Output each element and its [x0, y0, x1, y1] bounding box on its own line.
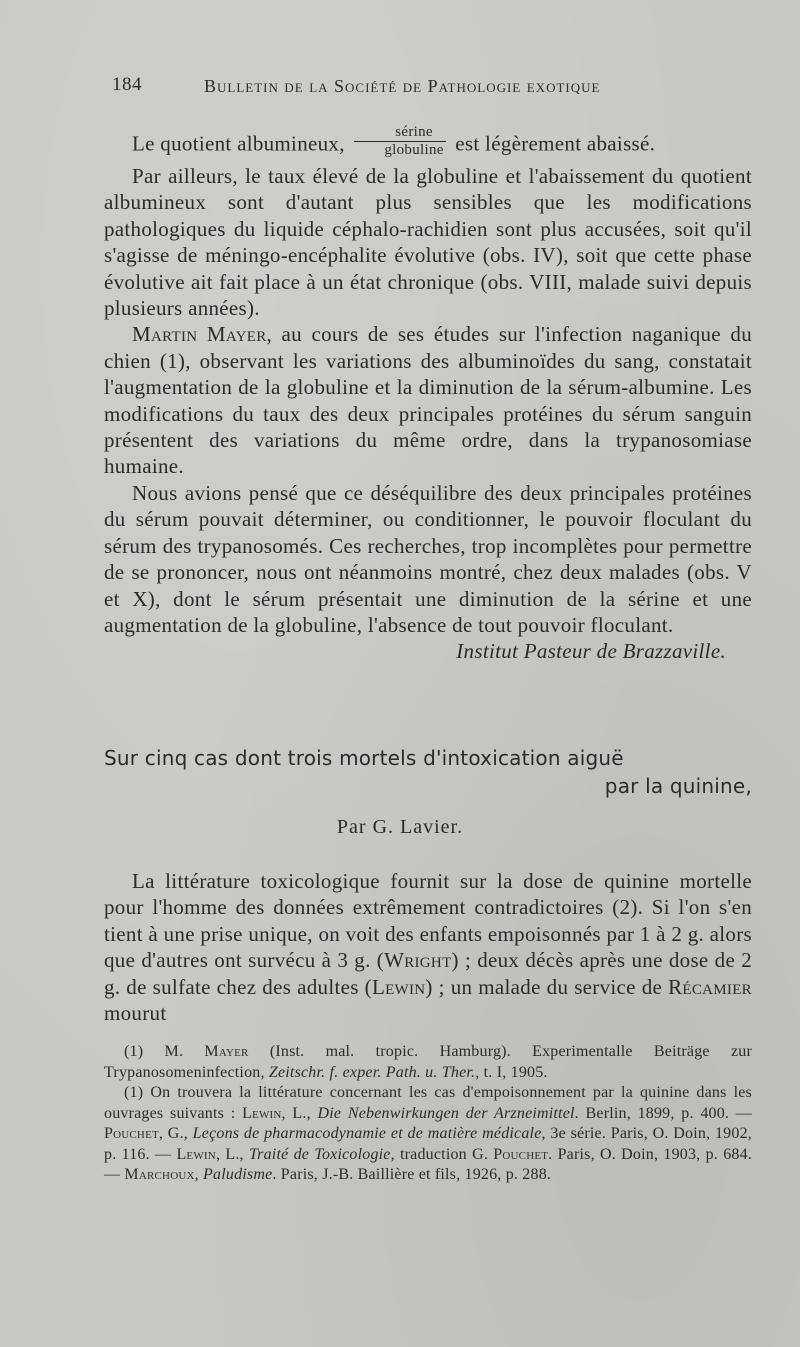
quotient-text-before: Le quotient albumineux,	[132, 131, 345, 156]
footnote-text: . Berlin, 1899, p. 400. —	[574, 1104, 752, 1122]
footnote-book: Leçons de pharmacodynamie et de matière médicale	[192, 1125, 542, 1142]
footnote-text: . Paris, O. Doin, 1903, p. 684. —	[104, 1145, 753, 1183]
footnote-text: , L.,	[215, 1145, 249, 1163]
footnote-author: Lewin	[176, 1145, 216, 1163]
footnote-marker: (1)	[124, 1043, 165, 1060]
footnotes	[104, 1042, 752, 1186]
footnote-book: Traité de Toxicologie	[248, 1145, 391, 1163]
paragraph-quotient	[104, 124, 752, 163]
footnote-text: , traduction G.	[390, 1145, 494, 1163]
paragraph-litterature	[104, 868, 752, 1026]
footnote-text: On trouvera la littérature concernant les cas d'empoisonnement par la quinine dans les ouvrages suivants :	[104, 1084, 752, 1122]
article-title	[104, 744, 752, 800]
paragraph-text: ) ; un malade du service de	[425, 974, 669, 999]
author-recamier: Récamier	[668, 974, 752, 999]
paragraph-text: ) ; deux décès après une dose de 2 g. de sulfate chez des adultes (	[104, 948, 752, 999]
footnote-author: Marchoux	[124, 1166, 195, 1183]
footnote-2	[104, 1083, 752, 1186]
footnote-text: ,	[194, 1166, 204, 1183]
institution-signature: Institut Pasteur de Brazzaville.	[456, 639, 726, 664]
paragraph-mayer	[104, 321, 752, 479]
footnote-text: , G.,	[158, 1125, 193, 1142]
footnote-text: . Paris, J.-B. Baillière et fils, 1926, p. 288.	[272, 1166, 552, 1183]
footnote-book: Die Nebenwirkungen der Arzneimittel	[317, 1104, 575, 1122]
author-lewin: Lewin	[371, 974, 426, 999]
footnote-journal: Zeitschr. f. exper. Path. u. Ther.	[268, 1063, 476, 1081]
paragraph-globuline: Par ailleurs, le taux élevé de la globuline et l'abaissement du quotient albumineux sont d'autant plus sensibles que les modifications pathologiques du liquide céphalo-rachidien sont plus accusées, soit qu'il s'agisse de méningo-encéphalite évolutive (obs. IV), soit que cette phase évolutive ait fait place à un état chronique (obs. VIII, malade suivi depuis plusieurs années).	[104, 164, 752, 321]
section-continuation	[104, 124, 752, 665]
author-martin-mayer: Martin Mayer	[132, 322, 267, 347]
paragraph-desequilibre: Nous avions pensé que ce déséquilibre des deux principales protéines du sérum pouvait déterminer, ou conditionner, le pouvoir floculant du sérum des trypanosomés. Ces recherches, trop incomplètes pour permettre de se prononcer, nous ont néanmoins montré, chez deux malades (obs. V et X), dont le sérum présentait une diminution de la sérine et une augmentation de la globuline, l'absence de tout pouvoir floculant.	[104, 480, 752, 637]
footnote-author: M. Mayer	[164, 1043, 249, 1060]
footnote-text: (Inst. mal. tropic. Hamburg). Experimentalle Beiträge zur Trypanosomeninfection,	[104, 1043, 752, 1081]
footnote-book: Paludisme	[203, 1166, 273, 1183]
article-title-line2: par la quinine,	[604, 774, 752, 798]
fraction-denominator: globuline	[354, 141, 445, 159]
footnote-text: , t. I, 1905.	[475, 1063, 548, 1081]
footnote-text: , 3e série. Paris, O. Doin, 1902, p. 116. —	[104, 1125, 752, 1163]
footnote-author: Pouchet	[104, 1125, 159, 1142]
paragraph-text: mourut	[104, 1001, 167, 1026]
serine-globuline-fraction	[354, 124, 445, 159]
footnote-marker: (1)	[124, 1084, 151, 1101]
author-wright: Wright	[384, 948, 452, 973]
article-title-line1: Sur cinq cas dont trois mortels d'intoxication aiguë	[104, 746, 624, 770]
footnote-1	[104, 1042, 752, 1083]
page-number: 184	[112, 74, 142, 95]
article-body	[104, 868, 752, 1026]
fraction-numerator: sérine	[395, 124, 433, 140]
paragraph-mayer-text: , au cours de ses études sur l'infection naganique du chien (1), observant les variations des albuminoïdes du sang, constatait l'augmentation de la globuline et la diminution de la sérum-albumine. Les modifications du taux des deux principales protéines du sérum sanguin présentent des variations du même ordre, dans la trypanosomiase humaine.	[104, 322, 752, 479]
footnote-author: Lewin	[242, 1104, 282, 1122]
footnote-text: , L.,	[281, 1104, 318, 1122]
article-byline: Par G. Lavier.	[336, 816, 464, 838]
quotient-text-after: est légèrement abaissé.	[455, 131, 656, 156]
footnote-author: Pouchet	[493, 1145, 549, 1163]
paragraph-text: La littérature toxicologique fournit sur la dose de quinine mortelle pour l'homme des données extrêmement contradictoires (2). Si l'on s'en tient à une prise unique, on voit des enfants empoisonnés par 1 à 2 g. alors que d'autres ont survécu à 3 g. (	[104, 869, 752, 973]
journal-title: Bulletin de la Société de Pathologie exotique	[204, 76, 601, 96]
